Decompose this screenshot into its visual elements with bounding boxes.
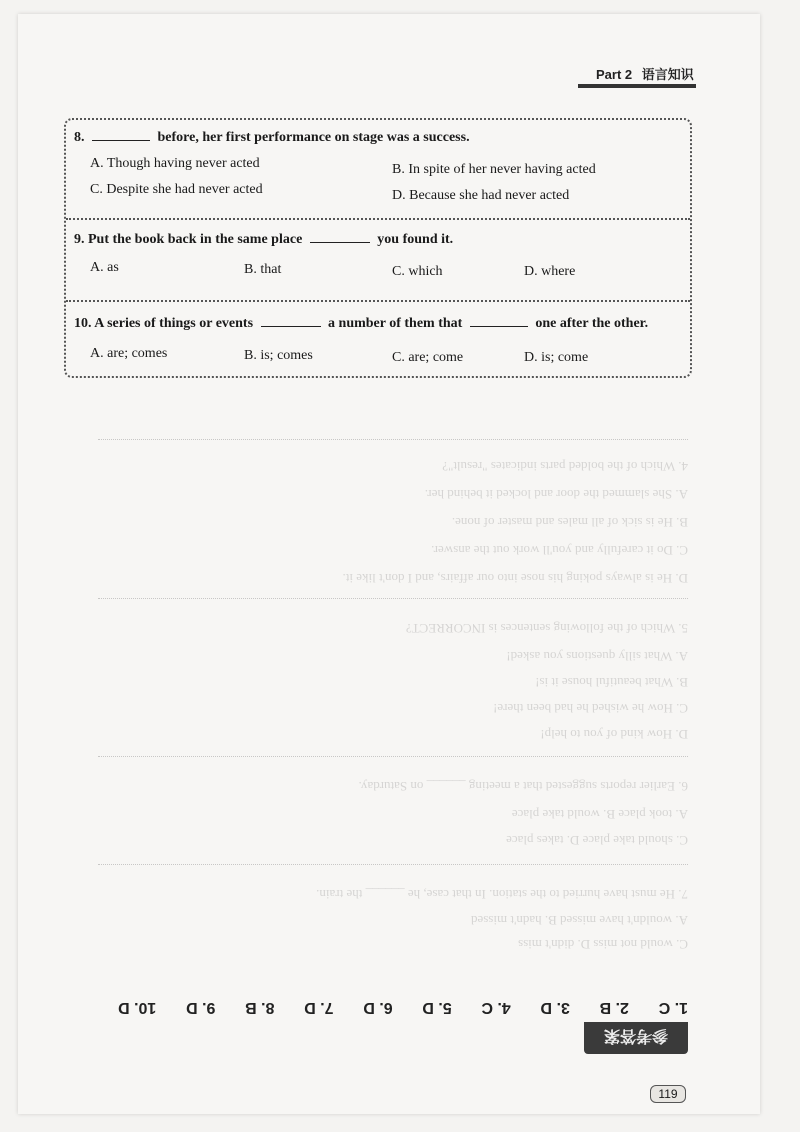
bleed-line: 6. Earlier reports suggested that a meeting ______ on Saturday.: [358, 779, 688, 794]
header-rule: [578, 84, 696, 88]
page-number: 119: [650, 1085, 686, 1103]
bleed-rule: [98, 864, 688, 865]
bleed-line: C. should take place D. takes place: [506, 833, 688, 848]
question-stem: [74, 232, 682, 248]
page-header: [596, 64, 694, 83]
answer-blank: [470, 326, 528, 327]
bleed-line: 4. Which of the bolded parts indicates "result"?: [442, 459, 688, 474]
stem-text: a number of them that: [328, 316, 463, 331]
option-d: D. where: [524, 264, 576, 279]
question-divider: [66, 218, 690, 220]
bleed-line: C. How he wished he had been there!: [493, 701, 688, 716]
question-8: [74, 130, 682, 203]
question-9: [74, 232, 682, 279]
answer-blank: [92, 140, 150, 141]
bleed-line: 7. He must have hurried to the station. In that case, he ______ the train.: [316, 887, 688, 902]
answer-key: [118, 994, 688, 1020]
answer-item: 5. D: [422, 999, 452, 1016]
answer-item: 7. D: [304, 999, 334, 1016]
bleed-line: A. took place B. would take place: [511, 807, 688, 822]
bleed-line: A. She slammed the door and locked it behind her.: [424, 487, 688, 502]
answer-blank: [310, 242, 370, 243]
stem-text: before, her first performance on stage was a success.: [157, 130, 470, 145]
bleed-line: C. Do it carefully and you'll work out the answer.: [431, 543, 688, 558]
bleed-line: B. He is sick of all males and master of none.: [451, 515, 688, 530]
option-b: B. is; comes: [244, 348, 313, 363]
question-stem: [74, 130, 682, 146]
answer-item: 10. D: [118, 999, 157, 1016]
bleed-rule: [98, 598, 688, 599]
option-a: A. as: [90, 260, 119, 275]
stem-text: you found it.: [377, 232, 454, 247]
bleed-line: 5. Which of the following sentences is INCORRECT?: [405, 621, 688, 636]
stem-text: Put the book back in the same place: [88, 232, 303, 247]
answer-item: 8. B: [245, 999, 275, 1016]
question-10: [74, 316, 682, 365]
bleed-line: D. How kind of you to help!: [540, 727, 688, 742]
option-b: B. In spite of her never having acted: [392, 162, 596, 177]
answer-item: 4. C: [481, 999, 511, 1016]
question-number: 9.: [74, 232, 85, 247]
option-d: D. Because she had never acted: [392, 188, 570, 203]
question-stem: [74, 316, 682, 332]
header-part: Part 2: [596, 67, 633, 82]
option-a: A. are; comes: [90, 346, 168, 361]
bleed-line: C. would not miss D. didn't miss: [518, 937, 688, 952]
bleed-line: B. What beautiful house it is!: [535, 675, 688, 690]
question-number: 8.: [74, 130, 85, 145]
option-d: D. is; come: [524, 350, 589, 365]
answer-blank: [261, 326, 321, 327]
header-section: 语言知识: [641, 67, 694, 82]
option-c: C. are; come: [392, 350, 464, 365]
bleed-rule: [98, 439, 688, 440]
question-divider: [66, 300, 690, 302]
option-c: C. Despite she had never acted: [90, 182, 263, 197]
stem-text: A series of things or events: [94, 316, 254, 331]
bleed-line: D. He is always poking his nose into our affairs, and I don't like it.: [342, 571, 688, 586]
answer-key-tab: 参考答案: [584, 1022, 688, 1054]
question-number: 10.: [74, 316, 92, 331]
option-a: A. Though having never acted: [90, 156, 260, 171]
option-b: B. that: [244, 262, 282, 277]
answer-item: 6. D: [363, 999, 393, 1016]
quiz-box: [64, 118, 692, 378]
option-c: C. which: [392, 264, 443, 279]
stem-text: one after the other.: [535, 316, 649, 331]
answer-item: 2. B: [599, 999, 629, 1016]
answer-item: 1. C: [658, 999, 688, 1016]
answer-item: 9. D: [186, 999, 216, 1016]
bleed-line: A. wouldn't have missed B. hadn't missed: [470, 913, 688, 928]
book-page: [18, 14, 760, 1114]
bleed-rule: [98, 756, 688, 757]
bleed-line: A. What silly questions you asked!: [506, 649, 688, 664]
answer-item: 3. D: [540, 999, 570, 1016]
